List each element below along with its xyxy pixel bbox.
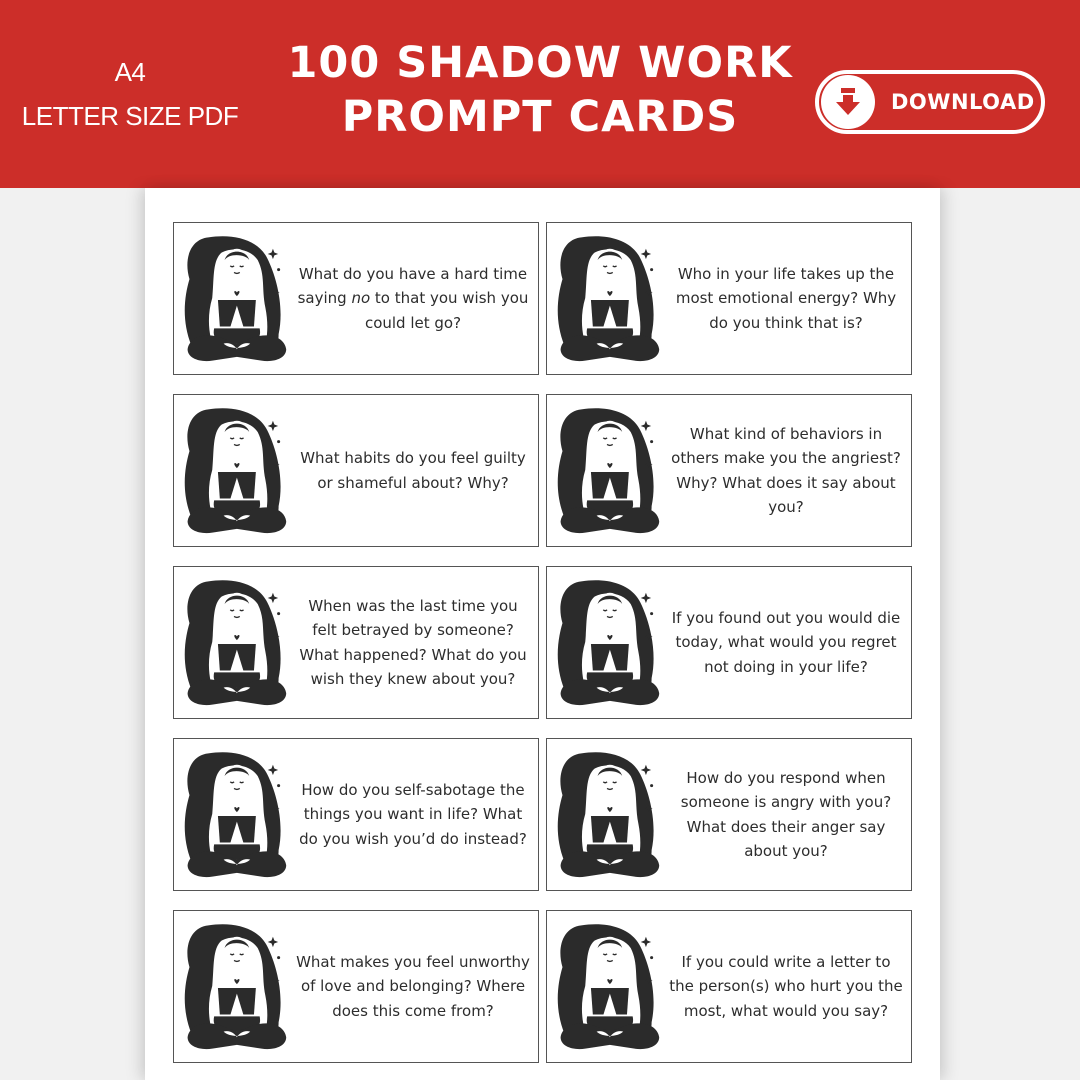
- prompt-text: How do you respond when someone is angry with you? What does their anger say about you?: [680, 768, 892, 860]
- prompt-card: [173, 394, 539, 547]
- prompt-card: [546, 738, 912, 891]
- meditating-woman-icon: [180, 573, 290, 713]
- prompt-card: [173, 738, 539, 891]
- page-title: [270, 36, 810, 144]
- prompt-card: [546, 910, 912, 1063]
- meditating-woman-icon: [180, 229, 290, 369]
- download-button[interactable]: [815, 70, 1045, 134]
- meditating-woman-icon: [553, 745, 663, 885]
- meditating-woman-icon: [553, 917, 663, 1057]
- title-line-1: 100 SHADOW WORK: [287, 38, 793, 88]
- prompt-text: What habits do you feel guilty or shameful about? Why?: [300, 449, 526, 492]
- prompt-text: What do you have a hard time saying no to that you wish you could let go?: [297, 264, 529, 332]
- document-page: [145, 188, 940, 1080]
- prompt-text: What makes you feel unworthy of love and belonging? Where does this come from?: [296, 952, 530, 1020]
- prompt-emphasis: no: [351, 289, 371, 308]
- format-label: [0, 50, 260, 138]
- meditating-woman-icon: [553, 401, 663, 541]
- prompt-text: When was the last time you felt betrayed by someone? What happened? What do you wish they knew about you?: [299, 596, 527, 688]
- prompt-card: [173, 222, 539, 375]
- prompt-text: If you found out you would die today, what would you regret not doing in your life?: [671, 608, 901, 676]
- prompt-card: [546, 222, 912, 375]
- meditating-woman-icon: [180, 401, 290, 541]
- prompt-card: [173, 910, 539, 1063]
- format-line-size: A4: [114, 57, 146, 87]
- prompt-card: [546, 394, 912, 547]
- download-label: DOWNLOAD: [891, 90, 1035, 114]
- prompt-card: [173, 566, 539, 719]
- meditating-woman-icon: [180, 745, 290, 885]
- prompt-card: [546, 566, 912, 719]
- format-line-letter: LETTER SIZE PDF: [21, 101, 239, 131]
- prompt-text: If you could write a letter to the person(s) who hurt you the most, what would you say?: [669, 952, 903, 1020]
- download-arrow-icon: [821, 75, 875, 129]
- prompt-text: Who in your life takes up the most emotional energy? Why do you think that is?: [675, 264, 897, 332]
- meditating-woman-icon: [553, 229, 663, 369]
- meditating-woman-icon: [180, 917, 290, 1057]
- meditating-woman-icon: [553, 573, 663, 713]
- header-banner: [0, 0, 1080, 188]
- title-line-2: PROMPT CARDS: [341, 92, 739, 142]
- prompt-text: What kind of behaviors in others make you the angriest? Why? What does it say about you?: [671, 424, 901, 516]
- prompt-text: How do you self-sabotage the things you want in life? What do you wish you’d do instead?: [299, 780, 527, 848]
